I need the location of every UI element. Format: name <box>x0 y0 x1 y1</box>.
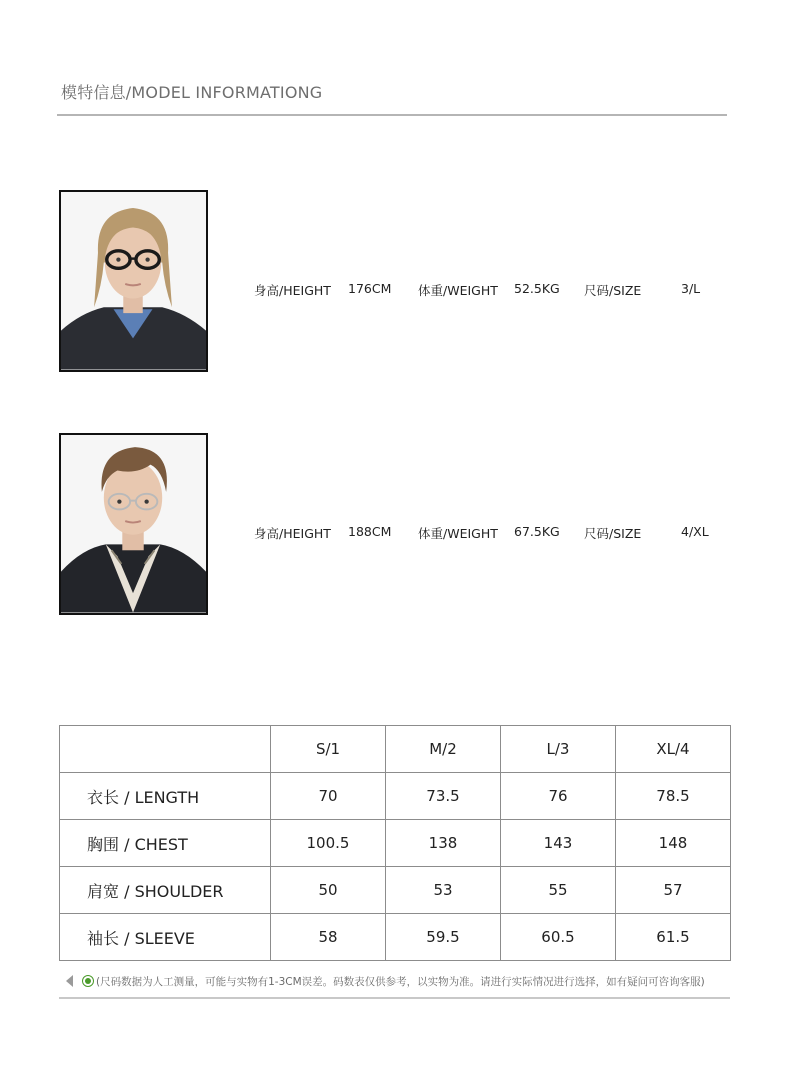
page-title: 模特信息/MODEL INFORMATIONG <box>61 83 323 102</box>
column-header: L/3 <box>501 726 616 773</box>
table-row <box>60 773 731 820</box>
table-corner-cell <box>60 726 271 773</box>
table-cell: 58 <box>271 914 386 961</box>
model-size-label: 尺码/SIZE <box>584 283 642 298</box>
model-size-value: 3/L <box>681 281 701 296</box>
model-weight-label: 体重/WEIGHT <box>418 283 498 298</box>
table-row <box>60 820 731 867</box>
model-height-label: 身高/HEIGHT <box>254 283 331 298</box>
column-header: S/1 <box>271 726 386 773</box>
left-arrow-icon <box>66 975 73 987</box>
model-photo-female <box>59 190 208 372</box>
table-cell: 78.5 <box>616 773 731 820</box>
column-header: M/2 <box>386 726 501 773</box>
table-cell: 100.5 <box>271 820 386 867</box>
table-cell: 55 <box>501 867 616 914</box>
circle-bullet-icon <box>82 975 94 987</box>
table-cell: 70 <box>271 773 386 820</box>
model-height-value: 188CM <box>348 524 392 539</box>
table-cell: 148 <box>616 820 731 867</box>
model-weight-label: 体重/WEIGHT <box>418 526 498 541</box>
measurement-note <box>59 968 730 994</box>
row-label: 肩宽 / SHOULDER <box>60 867 271 914</box>
table-row <box>60 867 731 914</box>
model-size-label: 尺码/SIZE <box>584 526 642 541</box>
note-text: (尺码数据为人工测量，可能与实物有1-3CM误差。码数表仅供参考，以实物为准。请进行实际情况进行选择，如有疑问可咨询客服) <box>96 975 705 988</box>
table-cell: 50 <box>271 867 386 914</box>
row-label: 袖长 / SLEEVE <box>60 914 271 961</box>
model-height-label: 身高/HEIGHT <box>254 526 331 541</box>
model-height-value: 176CM <box>348 281 392 296</box>
table-cell: 53 <box>386 867 501 914</box>
table-cell: 60.5 <box>501 914 616 961</box>
model-weight-value: 52.5KG <box>514 281 560 296</box>
table-cell: 138 <box>386 820 501 867</box>
table-cell: 61.5 <box>616 914 731 961</box>
model-size-value: 4/XL <box>681 524 709 539</box>
table-cell: 143 <box>501 820 616 867</box>
table-cell: 76 <box>501 773 616 820</box>
row-label: 衣长 / LENGTH <box>60 773 271 820</box>
model-photo-male <box>59 433 208 615</box>
row-label: 胸围 / CHEST <box>60 820 271 867</box>
title-divider <box>57 114 727 116</box>
table-header-row <box>60 726 731 773</box>
table-cell: 57 <box>616 867 731 914</box>
table-cell: 73.5 <box>386 773 501 820</box>
note-divider <box>59 997 730 999</box>
model-weight-value: 67.5KG <box>514 524 560 539</box>
column-header: XL/4 <box>616 726 731 773</box>
table-cell: 59.5 <box>386 914 501 961</box>
size-chart-table <box>59 725 731 961</box>
table-row <box>60 914 731 961</box>
